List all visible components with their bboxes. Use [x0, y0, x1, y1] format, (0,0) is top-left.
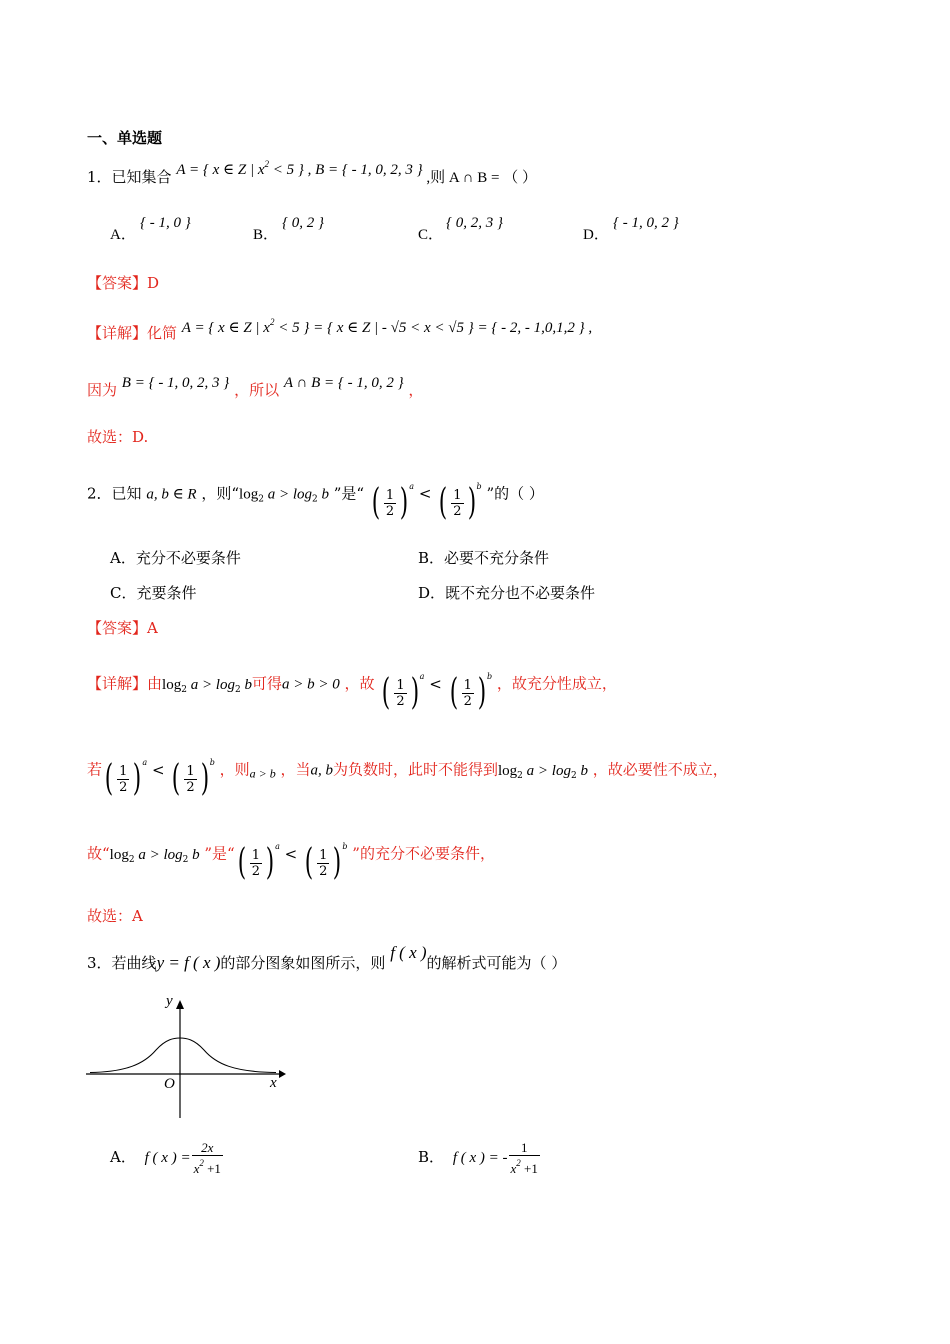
question-3-stem: 3．若曲线y = f ( x )的部分图象如图所示，则 f ( x )的解析式可能为（ ）: [87, 943, 567, 972]
x-axis-arrow: [279, 1070, 286, 1078]
y-axis-label: y: [166, 994, 173, 1009]
q2-option-a: A．充分不必要条件: [110, 549, 241, 567]
q1-option-a-label: A．: [110, 227, 136, 243]
q1-option-d-value: { - 1, 0, 2 }: [613, 215, 679, 231]
question-2-stem: 2．已知 a, b ∈ R ，则“$\log_2$ $a > \log_2 b$ ”是“ ( $\frac{1}{2}$ )$^a$ < ( $\frac{1}{2}$ )$^b$ ”的（ ）: [87, 482, 544, 523]
question-number: 1．: [87, 168, 112, 186]
question-1-stem: [87, 159, 537, 188]
q2-option-b: B．必要不充分条件: [418, 549, 550, 567]
stem-suffix: ,则 A ∩ B = （ ）: [422, 170, 537, 186]
q1-option-a-value: { - 1, 0 }: [140, 215, 191, 231]
y-axis-arrow: [176, 1000, 184, 1009]
q2-conclusion: 故选：A: [87, 907, 143, 925]
origin-label: O: [164, 1076, 175, 1092]
q2-detail-line-2: 若( $\frac{1}{2}$ )$^a$ < ( $\frac{1}{2}$ )$^b$ ，则$_{a > b}$ ，当a, b为负数时，此时不能得到$\log_2 a > \log_2 b$ ，故必要性不成立，: [87, 758, 728, 799]
q3-option-b: B． f ( x ) = - $\frac{1}{x^2 +1}$: [418, 1140, 538, 1176]
x-axis-label: x: [270, 1075, 277, 1091]
section-title: 一、单选题: [87, 129, 163, 147]
q1-option-c-value: { 0, 2, 3 }: [446, 215, 503, 231]
q2-detail-line-3: 故“$\log_2$ $a > \log_2 b$ ”是“( $\frac{1}{2}$ )$^a$ < ( $\frac{1}{2}$ )$^b$ ”的充分不必要条件，: [87, 842, 495, 883]
q2-answer: 【答案】A: [87, 619, 158, 637]
stem-text: 已知集合: [111, 168, 172, 186]
q1-conclusion: 故选：D.: [87, 428, 149, 446]
q2-option-d: D．既不充分也不必要条件: [418, 584, 596, 602]
bell-curve: [90, 1038, 276, 1073]
q1-detail-line-1: 【详解】化简 A = { x ∈ Z | $x^2 < 5$ } = { x ∈ Z | - √5 < x < √5 } = { - 2, - 1,0,1,2 } ,: [87, 317, 593, 342]
set-a-math: A = { x ∈ Z | $x^2 < 5$ } , B = { - 1, 0, 2, 3 }: [176, 159, 423, 178]
q1-option-c-label: C．: [418, 227, 444, 243]
q1-option-b-label: B．: [253, 227, 279, 243]
q2-option-c: C．充要条件: [110, 584, 197, 602]
curve-graph: [86, 994, 291, 1122]
q1-answer: 【答案】D: [87, 274, 160, 292]
q1-option-b-value: { 0, 2 }: [282, 215, 324, 231]
q1-detail-line-2: 因为 B = { - 1, 0, 2, 3 } ，所以 A ∩ B = { - 1, 0, 2 } ，: [87, 375, 424, 399]
q2-detail-line-1: 【详解】由$\log_2 a > \log_2 b$可得a > b > 0 ，故 ( $\frac{1}{2}$ )$^a$ < ( $\frac{1}{2}$ )$^b$ ，故充分性成立，: [87, 672, 617, 713]
q1-option-d-label: D．: [583, 227, 609, 243]
q3-option-a: A． f ( x ) = $\frac{2x}{x^2 +1}$: [110, 1140, 221, 1176]
